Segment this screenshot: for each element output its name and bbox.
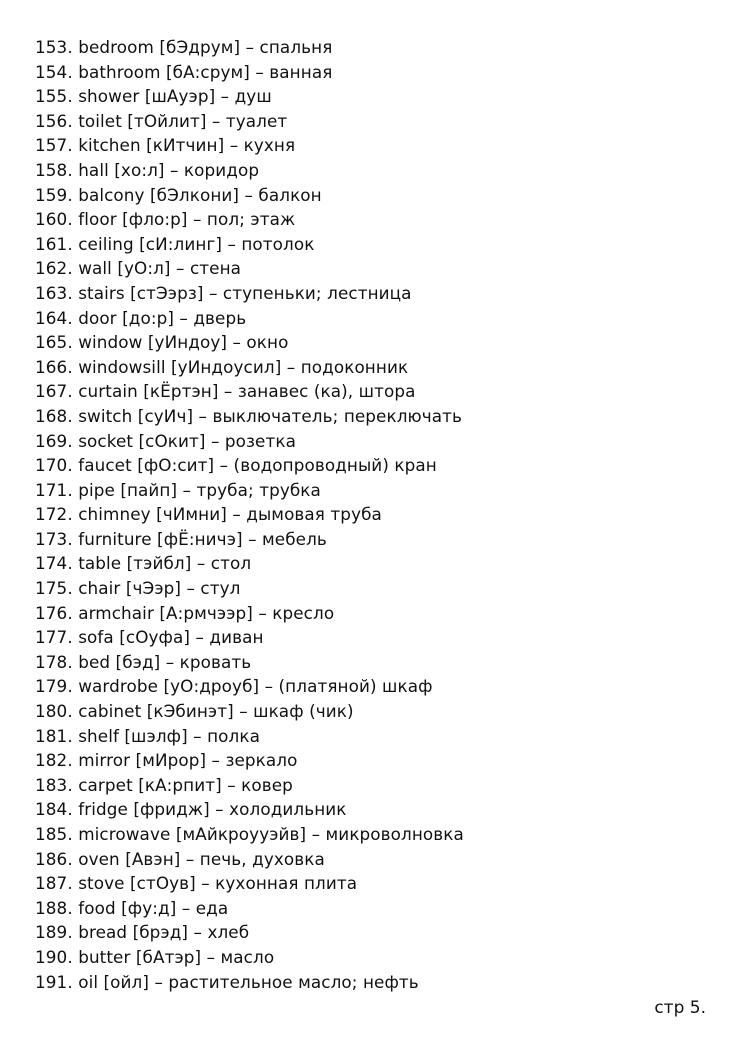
vocab-entry-fridge: 184. fridge [фридж] – холодильник [35, 799, 347, 820]
vocab-entry-window: 165. window [уИндоу] – окно [35, 332, 289, 353]
vocab-entry-bedroom: 153. bedroom [бЭдрум] – спальня [35, 37, 333, 57]
vocab-entry-furniture: 173. furniture [фЁ:ничэ] – мебель [35, 528, 327, 549]
vocab-entry-butter: 190. butter [бАтэр] – масло [35, 946, 275, 967]
vocab-entry-bed: 178. bed [бэд] – кровать [35, 651, 252, 672]
vocab-entry-toilet: 156. toilet [тОйлит] – туалет [35, 110, 288, 131]
vocab-entry-chair: 175. chair [чЭэр] – стул [35, 578, 241, 599]
vocab-entry-floor: 160. floor [фло:р] – пол; этаж [35, 209, 296, 230]
vocab-entry-oil: 191. oil [ойл] – растительное масло; нефть [35, 971, 419, 992]
vocab-entry-shower: 155. shower [шАуэр] – душ [35, 86, 272, 107]
vocab-entry-door: 164. door [до:р] – дверь [35, 307, 247, 328]
vocab-entry-wardrobe: 179. wardrobe [уО:дроуб] – (платяной) шкаф [35, 676, 433, 697]
vocab-entry-pipe: 171. pipe [пайп] – труба; трубка [35, 479, 321, 500]
vocab-entry-chimney: 172. chimney [чИмни] – дымовая труба [35, 504, 382, 525]
vocab-entry-stairs: 163. stairs [стЭэрз] – ступеньки; лестница [35, 282, 412, 303]
vocab-entry-wall: 162. wall [уО:л] – стена [35, 258, 242, 279]
vocab-entry-windowsill: 166. windowsill [уИндоусил] – подоконник [35, 356, 409, 377]
vocab-entry-socket: 169. socket [сОкит] – розетка [35, 430, 296, 451]
vocab-entry-microwave: 185. microwave [мАйкроууэйв] – микроволновка [35, 824, 464, 844]
vocab-entry-carpet: 183. carpet [кА:рпит] – ковер [35, 774, 293, 795]
vocab-entry-balcony: 159. balcony [бЭлкони] – балкон [35, 184, 322, 205]
vocab-entry-bread: 189. bread [брэд] – хлеб [35, 922, 250, 943]
vocab-entry-shelf: 181. shelf [шэлф] – полка [35, 725, 260, 746]
vocabulary-list [35, 35, 464, 994]
vocab-entry-oven: 186. oven [Авэн] – печь, духовка [35, 848, 325, 869]
vocab-entry-armchair: 176. armchair [А:рмчээр] – кресло [35, 602, 335, 623]
vocab-entry-faucet: 170. faucet [фО:сит] – (водопроводный) кран [35, 455, 437, 476]
vocab-entry-table: 174. table [тэйбл] – стол [35, 553, 252, 574]
vocab-entry-kitchen: 157. kitchen [кИтчин] – кухня [35, 135, 296, 156]
vocab-entry-bathroom: 154. bathroom [бА:срум] – ванная [35, 61, 333, 82]
vocab-entry-hall: 158. hall [хо:л] – коридор [35, 159, 260, 180]
vocab-entry-switch: 168. switch [суИч] – выключатель; переключать [35, 405, 463, 426]
vocab-entry-food: 188. food [фу:д] – еда [35, 897, 229, 918]
vocab-entry-ceiling: 161. ceiling [сИ:линг] – потолок [35, 233, 315, 254]
vocab-entry-stove: 187. stove [стОув] – кухонная плита [35, 873, 358, 894]
page-number: стр 5. [654, 998, 706, 1018]
vocab-entry-curtain: 167. curtain [кЁртэн] – занавес (ка), штора [35, 381, 416, 402]
vocab-entry-mirror: 182. mirror [мИрор] – зеркало [35, 750, 298, 771]
vocab-entry-cabinet: 180. cabinet [кЭбинэт] – шкаф (чик) [35, 701, 354, 722]
vocab-entry-sofa: 177. sofa [сОуфа] – диван [35, 627, 264, 648]
